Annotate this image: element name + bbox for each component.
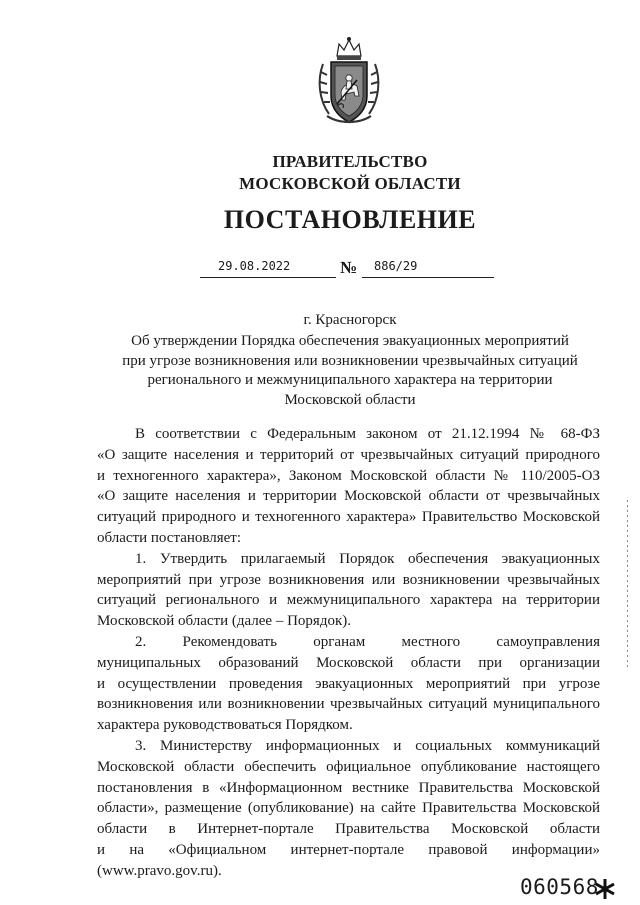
- date-field: [200, 259, 336, 278]
- number-field: [362, 259, 494, 278]
- body-line: возникновения или возникновении чрезвычайных ситуаций муниципального: [97, 696, 600, 713]
- body-line: «О защите населения и территорий от чрезвычайных ситуаций природного: [97, 446, 600, 463]
- body-line: постановления в «Информационном вестнике Правительства Московской: [97, 779, 600, 796]
- preamble-paragraph: [97, 424, 600, 549]
- city-name: г. Красногорск: [303, 312, 397, 328]
- body-line: ситуаций регионального и межмуниципального характера на территории: [97, 592, 600, 609]
- body-line: Московской области обеспечить официальное опубликование настоящего: [97, 758, 600, 775]
- body-line: 3. Министерству информационных и социальных коммуникаций: [135, 737, 600, 754]
- subject-line: Об утверждении Порядка обеспечения эвакуационных мероприятий: [131, 333, 569, 349]
- body-line: ситуаций природного и техногенного характера» Правительство Московской: [97, 509, 600, 526]
- subject-line: при угрозе возникновения или возникновении чрезвычайных ситуаций: [122, 352, 578, 369]
- document-subject: [100, 332, 600, 410]
- body-line: характера руководствоваться Порядком.: [97, 717, 353, 734]
- document-date: 29.08.2022: [218, 259, 291, 273]
- org-name-line1: ПРАВИТЕЛЬСТВО: [272, 152, 428, 171]
- body-line: области в Интернет-портале Правительства Московской области: [97, 821, 600, 838]
- body-line: и осуществлении проведения эвакуационных мероприятий при угрозе: [97, 675, 600, 692]
- document-number: 886/29: [374, 259, 418, 273]
- star-mark-icon: [594, 878, 616, 900]
- body-line: области», размещение (опубликование) на сайте Правительства Московской: [97, 800, 600, 817]
- subject-line: регионального и межмуниципального характера на территории: [147, 372, 553, 388]
- body-line: Московской области (далее – Порядок).: [97, 613, 351, 630]
- subject-line: Московской области: [284, 391, 416, 408]
- body-line: «О защите населения и территории Московской области от чрезвычайных: [97, 488, 600, 505]
- number-sign: №: [340, 258, 358, 277]
- item-1-paragraph: [97, 549, 600, 632]
- body-line: (www.pravo.gov.ru).: [97, 862, 222, 879]
- body-line: 1. Утвердить прилагаемый Порядок обеспечения эвакуационных: [135, 550, 600, 567]
- body-line: и техногенного характера», Законом Московской области № 110/2005-ОЗ: [97, 467, 600, 484]
- org-name-line2: МОСКОВСКОЙ ОБЛАСТИ: [239, 174, 461, 193]
- body-line: муниципальных образований Московской области при организации: [97, 654, 600, 671]
- item-3-paragraph: [97, 736, 600, 882]
- body-line: 2. Рекомендовать органам местного самоуправления: [135, 633, 600, 650]
- margin-mark: [626, 500, 629, 670]
- serial-number: 060568: [520, 875, 599, 899]
- document-body: [97, 424, 600, 882]
- item-2-paragraph: [97, 632, 600, 736]
- body-line: и на «Официальном интернет-портале правовой информации»: [97, 841, 600, 858]
- body-line: мероприятий при угрозе возникновения или возникновении чрезвычайных: [97, 571, 600, 588]
- body-line: области постановляет:: [97, 529, 242, 546]
- document-type-title: ПОСТАНОВЛЕНИЕ: [223, 205, 477, 234]
- body-line: В соответствии с Федеральным законом от 21.12.1994 № 68-ФЗ: [135, 426, 600, 442]
- coat-of-arms-icon: [313, 34, 385, 126]
